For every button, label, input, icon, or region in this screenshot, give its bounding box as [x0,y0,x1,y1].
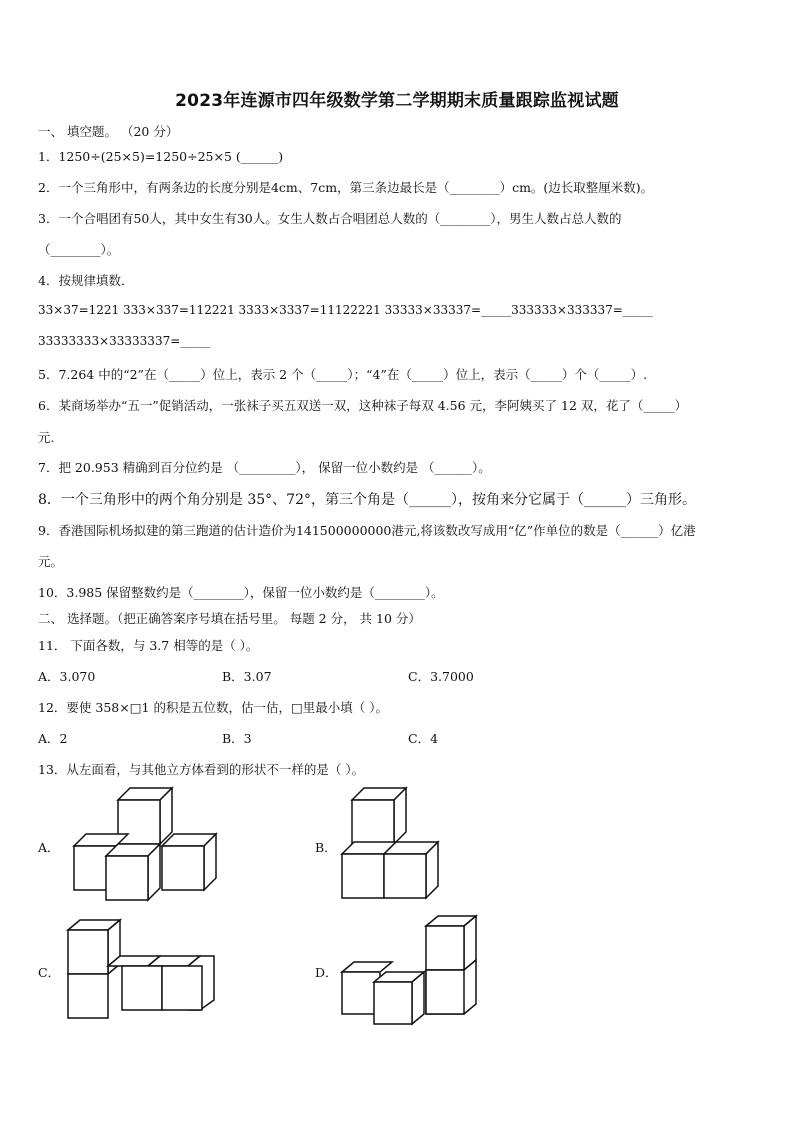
question-12: 12．要使 358×□1 的积是五位数，估一估，□里最小填（ ）。 [38,700,388,715]
question-8: 8．一个三角形中的两个角分别是 35°、72°，第三个角是（______），按角来分它属于（______）三角形。 [38,492,696,508]
figure-label-d: D． [315,965,338,980]
question-11-option-c: C．3.7000 [408,669,474,684]
question-6-line-2: 元. [38,430,55,445]
question-2: 2．一个三角形中，有两条边的长度分别是4cm、7cm，第三条边最长是（________）cm。(边长取整厘米数)。 [38,180,654,195]
question-13: 13．从左面看，与其他立方体看到的形状不一样的是（ ）。 [38,762,365,777]
figure-label-b: B． [315,840,337,855]
question-12-option-c: C．4 [408,731,439,746]
question-3-line-2: （________）。 [38,242,120,257]
cube-figure-b [338,786,458,906]
question-3-line-1: 3．一个合唱团有50人，其中女生有30人。女生人数占合唱团总人数的（________），男生人数占总人数的 [38,211,622,226]
cube-figure-a [70,786,220,906]
question-9-line-2: 元。 [38,554,64,569]
cube-figure-d [340,914,480,1030]
figure-label-c: C． [38,965,61,980]
cube-figure-c [66,918,226,1028]
figure-label-a: A． [38,840,60,855]
question-9-line-1: 9．香港国际机场拟建的第三跑道的估计造价为141500000000港元,将该数改写成用“亿”作单位的数是（______）亿港 [38,523,696,538]
question-5: 5．7.264 中的“2”在（_____）位上，表示 2 个（_____）；“4”在（_____）位上，表示（_____）个（_____）. [38,367,648,382]
question-10: 10．3.985 保留整数约是（________），保留一位小数约是（________）。 [38,585,444,600]
question-1: 1．1250÷(25×5)=1250÷25×5 (______) [38,149,284,164]
page-title: 2023年连源市四年级数学第二学期期末质量跟踪监视试题 [175,91,619,111]
question-11-option-a: A．3.070 [38,669,96,684]
question-11-option-b: B．3.07 [222,669,272,684]
question-7: 7．把 20.953 精确到百分位约是 （_________）， 保留一位小数约是 （______）。 [38,460,491,475]
question-4: 4．按规律填数． [38,273,134,288]
question-6-line-1: 6．某商场举办“五一”促销活动，一张袜子买五双送一双，这种袜子每双 4.56 元，李阿姨买了 12 双，花了（_____） [38,398,688,413]
question-12-option-b: B．3 [222,731,252,746]
question-12-option-a: A．2 [38,731,68,746]
section-heading-choice: 二、 选择题。（把正确答案序号填在括号里。 每题 2 分， 共 10 分） [38,611,421,626]
section-heading-fill-in: 一、 填空题。 （20 分） [38,124,179,139]
question-4-pattern-line-1: 33×37=1221 333×337=112221 3333×3337=11122221 33333×33337=_____333333×333337=_____ [38,303,653,317]
question-11: 11． 下面各数，与 3.7 相等的是（ ）。 [38,638,259,653]
question-4-pattern-line-2: 33333333×33333337=_____ [38,334,211,348]
